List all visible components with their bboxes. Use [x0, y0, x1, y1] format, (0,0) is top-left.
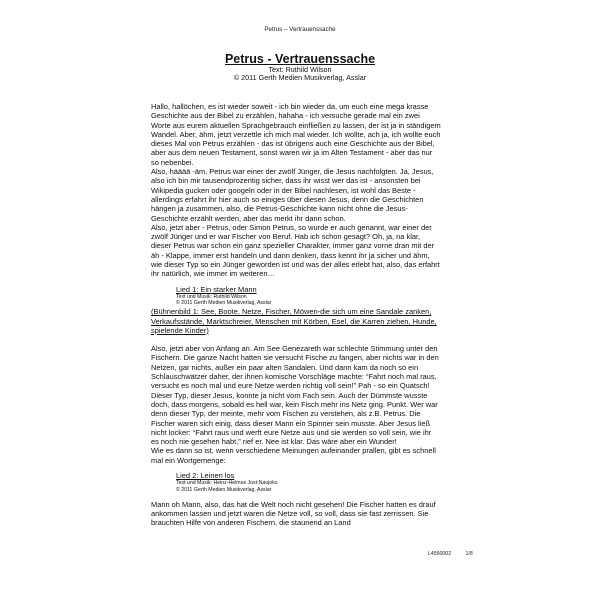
spacer [151, 335, 441, 344]
page-footer [428, 551, 486, 557]
paragraph-intro: Hallo, hallöchen, es ist wieder soweit - ich bin wieder da, um euch eine mega krasse Geschichte aus der Bibel zu erzählen, hahaha - ich versuche gerade mal ein zwei Worte aus eurem aktuellen Sprachgebrauch einfließen zu lassen, der ist ja in ständigem Wandel. Aber, ähm, jetzt verzettle ich mich mal wieder. Ich wollte, ach ja, ich wollte euch dieses Mal von Petrus erzählen - das ist übrigens auch eine Geschichte aus der Bibel, aber aus dem neuen Testament, sonst waren wir ja im Alten Testament - aber das nur so nebenbei. [151, 102, 441, 167]
paragraph: Mann oh Mann, also, das hat die Welt noch nicht gesehen! Die Fischer hatten es drauf ankommen lassen und jetzt waren die Netze voll, so voll, dass sie fast zerrissen. Sie brauchten Hilfe von anderen Fischern, die staunend an Land [151, 499, 436, 528]
paragraph: Wie es dann so ist, wenn verschiedene Meinungen aufeinander prallen, gibt es schnell mal ein Wortgemenge: [151, 446, 436, 465]
title-block [0, 52, 600, 83]
song-copyright: © 2011 Gerth Medien Musikverlag, Asslar [176, 300, 272, 307]
stage-direction: (Bühnenbild 1: See, Boote, Netze, Fischer, Möwen-die sich um eine Sandale zanken, Verkaufsstände, Marktschreier, Menschen mit Körben, Esel, die Karren ziehen, Hunde, spielende Kinder) [151, 307, 437, 335]
song-credit: Text und Musik: Ruthild Wilson [176, 293, 247, 300]
song-title: Lied 1: Ein starker Mann [176, 284, 257, 294]
paragraph: Also, jetzt aber von Anfang an. Am See Genezareth war schlechte Stimmung unter den Fischern. Die ganze Nacht hatten sie versucht Fische zu fangen, aber nichts war in den Netzen, gar nichts, außer ein paar alten Sandalen. Und dann kam da noch so ein Schlauschwätzer daher, der ihnen komische Vorschläge machte: “Fahrt noch mal raus, versucht es noch mal und eure Netze werden richtig voll sein!” Pah - so ein Quatsch! Dieser Typ, dieser Jesus, konnte ja nicht vom Fach sein. Auch der Dümmste wusste doch, dass morgens, sobald es hell war, kein Fisch mehr ins Netz ging. Punkt. Wer war denn dieser Typ, der meinte, mehr vom Fischen zu verstehen, als z.B. Petrus. Die Fischer waren sich einig, dass dieser Mann ein Spinner sein musste. Aber Jesus ließ nicht locker: “Fahrt raus und werft eure Netze aus und sie werden so voll sein, wie ihr es noch nie gesehen habt,” rief er. Nee ist klar. Das wäre aber ein Wunder! [151, 344, 439, 447]
copyright-line: © 2011 Gerth Medien Musikverlag, Asslar [233, 73, 367, 83]
song-title: Lied 2: Leinen los [176, 470, 235, 480]
document-title: Petrus - Vertrauenssache [224, 52, 376, 66]
document-body [151, 102, 441, 527]
paragraph: Also, jetzt aber - Petrus, oder Simon Petrus, so wurde er auch genannt, war einer der zwölf Jünger und er war Fischer von Beruf. Hab ich schon gesagt? Oh, ja, na klar, dieser Petrus war schon ein ganz spezieller Charakter, immer ganz vorne dran mit der äh - Klappe, immer erst handeln und dann denken, dass kennt ihr ja sicher und ähm, wie dieser Typ so ein Jünger geworden ist und was der alles erlebt hat, also, das erfahrt ihr natürlich, wie immer im weiteren… [151, 222, 440, 279]
song-block-2 [176, 471, 441, 494]
paragraph: Also, hääää -äm, Petrus war einer der zwölf Jünger, die Jesus nachfolgten. Ja, Jesus, also ich bin mir tausendprozentig sicher, dass ihr wisst wer das ist - ansonsten bei Wikipedia gucken oder googeln oder in der Bibel nachlesen, ist wohl das Beste - allerdings erfahrt ihr hier auch so einiges über diesen Jesus, denn die Geschichten hängen ja zusammen, also, die Petrus-Geschichte kann nicht ohne die Jesus-Geschichte erzählt werden, aber das merkt ihr dann schon. [151, 167, 434, 223]
song-block-1 [176, 285, 441, 308]
running-header: Petrus – Vertrauenssache [264, 26, 336, 33]
document-code: L4560002 [428, 551, 452, 557]
song-copyright: © 2011 Gerth Medien Musikverlag, Asslar [176, 486, 272, 493]
song-credit: Text und Musik: Heinz-Helmus Jost-Naujoks [176, 479, 278, 486]
author-line: Text: Ruthild Wilson [268, 65, 332, 74]
page-number: 1/8 [465, 551, 473, 557]
